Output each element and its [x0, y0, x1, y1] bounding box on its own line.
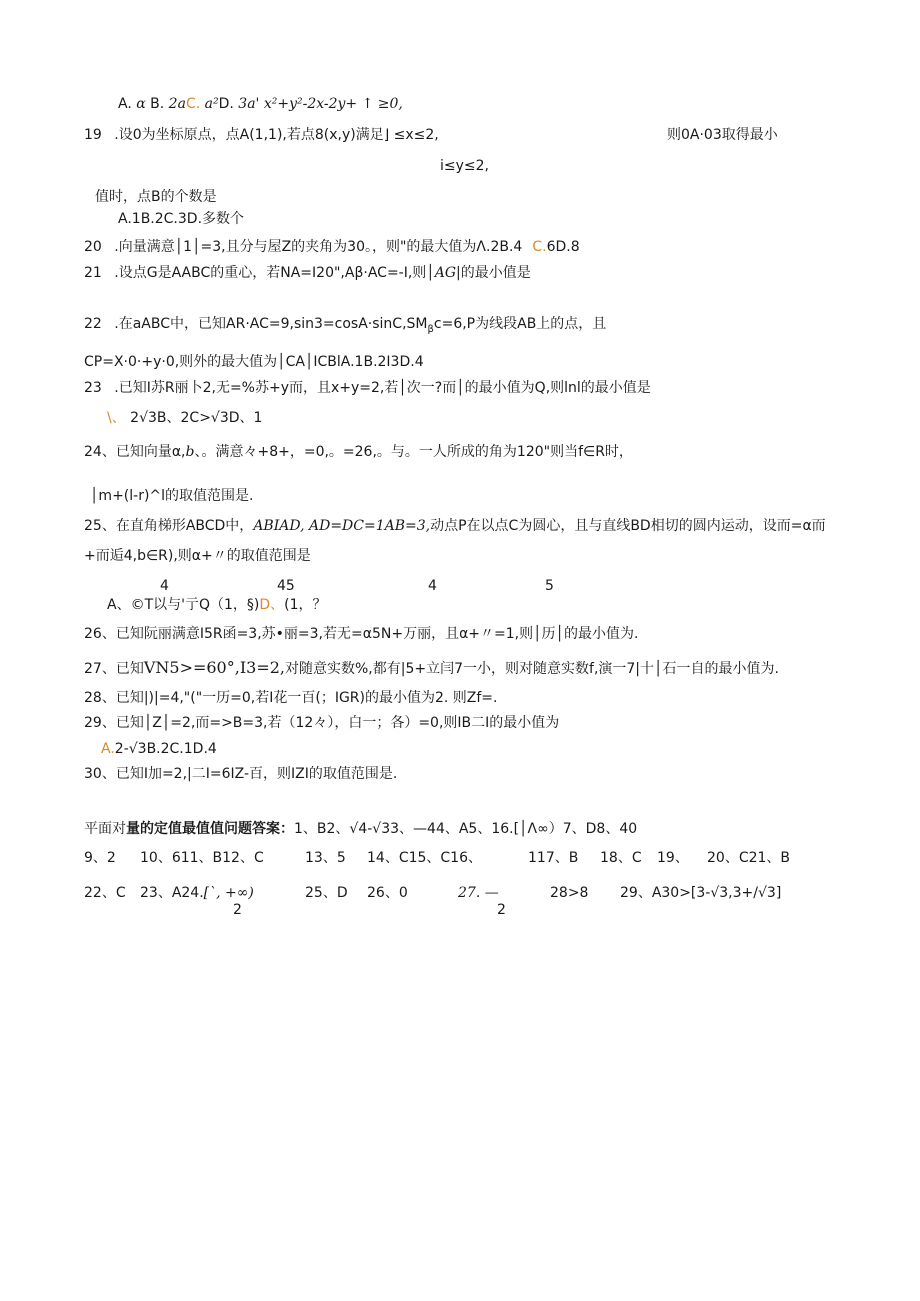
q25-options-line	[107, 596, 327, 614]
q18-option-c-label: C.	[185, 96, 205, 112]
q21-text: .设点G是AABC的重心，若NA=I20",Aβ·AC=-I,则│	[114, 265, 435, 281]
q25-numerator-2: 45	[277, 578, 295, 594]
answer-19: 19、	[657, 850, 689, 866]
answer-10-12: 10、611、B12、C	[140, 850, 264, 866]
q19-text-right: 则0A·03取得最小	[667, 127, 778, 143]
q27-line	[84, 659, 779, 678]
q27-text: 27、已知	[84, 661, 144, 677]
q24-text: 24、已知向量α,	[84, 444, 186, 460]
q24-line1	[84, 443, 633, 461]
answers-title: 量的定值最值值问题答案：	[126, 821, 294, 837]
q20-line	[84, 238, 580, 256]
q19-line2: 值时，点B的个数是	[95, 189, 217, 205]
answer-26: 26、0	[367, 885, 408, 901]
q29-options-line	[101, 740, 217, 758]
q23-options: 2√3B、2C>√3D、1	[130, 410, 263, 426]
q20-text: .向量满意│1│=3,且分与屋Z的夹角为30。，则"的最大值为Λ.2B.4	[114, 239, 523, 255]
q20-option-c-label: C.	[532, 239, 547, 255]
q23-options-line	[107, 409, 262, 427]
answer-13: 13、5	[305, 850, 346, 866]
q22-text: .在aABC中，已知AR·AC=9,sin3=cosA·sinC,SM	[114, 316, 428, 332]
q23-option-a-label: \、	[107, 410, 126, 426]
q25-line2: +而逅4,b∈R),则α+〃的取值范围是	[84, 548, 311, 564]
q22-text2: c=6,P为线段AB上的点，且	[433, 316, 607, 332]
answers-row-1-values: 1、B2、√4-√33、—44、A5、16.[│Λ∞）7、D8、40	[294, 821, 638, 837]
q22-line1	[84, 315, 606, 339]
q25-text: 25、在直角梯形ABCD中，	[84, 518, 254, 534]
q25-line1	[84, 517, 826, 535]
q22-number: 22	[84, 316, 102, 332]
q23-number: 23	[84, 380, 102, 396]
q22-subscript: β	[427, 323, 434, 335]
answer-24-expr: [`, +∞)	[203, 885, 254, 901]
q18-option-d-expr: 3a' x²+y²-2x-2y+ ↑ ≥0,	[238, 96, 403, 112]
q19-options: A.1B.2C.3D.多数个	[118, 211, 245, 227]
q19-condition: i≤y≤2,	[440, 158, 489, 174]
q29-line: 29、已知│Z│=2,而=>B=3,若（12々），白一；各）=0,则IB二I的最小值为	[84, 715, 560, 731]
q23-line1	[84, 379, 651, 397]
answer-24-denominator: 2	[233, 902, 242, 918]
answer-14-16: 14、C15、C16、	[367, 850, 482, 866]
answer-25: 25、D	[305, 885, 348, 901]
q25-numerator-3: 4	[428, 578, 437, 594]
q25-numerator-4: 5	[545, 578, 554, 594]
q27-expr: VN5>=60°,I3=2,	[143, 658, 285, 677]
answer-20-21: 20、C21、B	[707, 850, 791, 866]
answer-27: 27. —	[458, 885, 499, 901]
answer-29-30: 29、A30>[3-√3,3+/√3]	[620, 885, 782, 901]
q27-text2: 对随意实数%,都有|5+立闫7一小，则对随意实数f,演一7|十│石一自的最小值为.	[285, 661, 779, 677]
q25-expr: ABIAD, AD=DC=1AB=3,	[253, 518, 431, 534]
q18-option-a-expr: α	[136, 96, 146, 112]
q26-line: 26、已知阮丽满意I5R函=3,苏•丽=3,若无=α5N+万丽，且α+〃=1,则│历│的最小值为.	[84, 626, 639, 642]
q21-line	[84, 264, 531, 282]
q29-option-a-label: A.	[101, 741, 115, 757]
q23-text: .已知I苏R丽卜2,无=%苏+y而，且x+y=2,若│次一?而│的最小值为Q,则lnl的最小值是	[114, 380, 651, 396]
q24-text2: 、。满意々+8+，=0,。=26,。与。一人所成的角为120"则当f∈R时，	[194, 444, 633, 460]
q24-line2: │m+(l-r)^l的取值范围是.	[90, 488, 254, 504]
answers-prefix: 平面对	[84, 821, 126, 837]
answer-9: 9、2	[84, 850, 116, 866]
q20-number: 20	[84, 239, 102, 255]
q21-tail: |的最小值是	[456, 265, 531, 281]
answer-28: 28>8	[550, 885, 589, 901]
answer-23-24-text: 23、A24.	[140, 885, 204, 901]
q18-option-b-label: B.	[150, 96, 169, 112]
q18-option-d-label: D.	[218, 96, 239, 112]
answer-23-24	[140, 884, 254, 902]
answer-22: 22、C	[84, 885, 126, 901]
q22-line2: CP=X·0·+y·0,则外的最大值为│CA│ICBlA.1B.2I3D.4	[84, 354, 424, 370]
q18-options	[118, 95, 403, 113]
q18-option-b-expr: 2a	[168, 96, 186, 112]
q30-line: 30、已知I加=2,|二I=6IZ-百，则IZI的取值范围是.	[84, 766, 398, 782]
q18-option-c-expr: a²	[204, 96, 219, 112]
q24-expr: b	[185, 444, 195, 460]
q25-text2: 动点P在以点C为圆心，且与直线BD相切的圆内运动，设而=α而	[430, 518, 826, 534]
q25-options-abc: A、©T以与'亍Q（1，§)	[107, 597, 260, 613]
q19-text: .设0为坐标原点，点A(1,1),若点8(x,y)满足⌋ ≤x≤2,	[114, 127, 439, 143]
q21-number: 21	[84, 265, 102, 281]
q28-line: 28、已知|)|=4,"("一历=0,若I花一百(；IGR)的最小值为2. 则Zf=.	[84, 690, 498, 706]
answers-row-1	[84, 820, 637, 838]
answer-17: 117、B	[528, 850, 579, 866]
q25-option-d-label: D、	[259, 597, 285, 613]
answer-27-denominator: 2	[497, 902, 506, 918]
q25-option-d-text: (1，？	[284, 597, 327, 613]
q19-line1	[84, 126, 439, 144]
q29-options: 2-√3B.2C.1D.4	[114, 741, 217, 757]
q21-expr: AG	[434, 265, 457, 281]
q25-numerator-1: 4	[160, 578, 169, 594]
answer-18: 18、C	[600, 850, 642, 866]
q20-option-rest: 6D.8	[546, 239, 580, 255]
q18-option-a-label: A.	[118, 96, 137, 112]
q19-number: 19	[84, 127, 102, 143]
